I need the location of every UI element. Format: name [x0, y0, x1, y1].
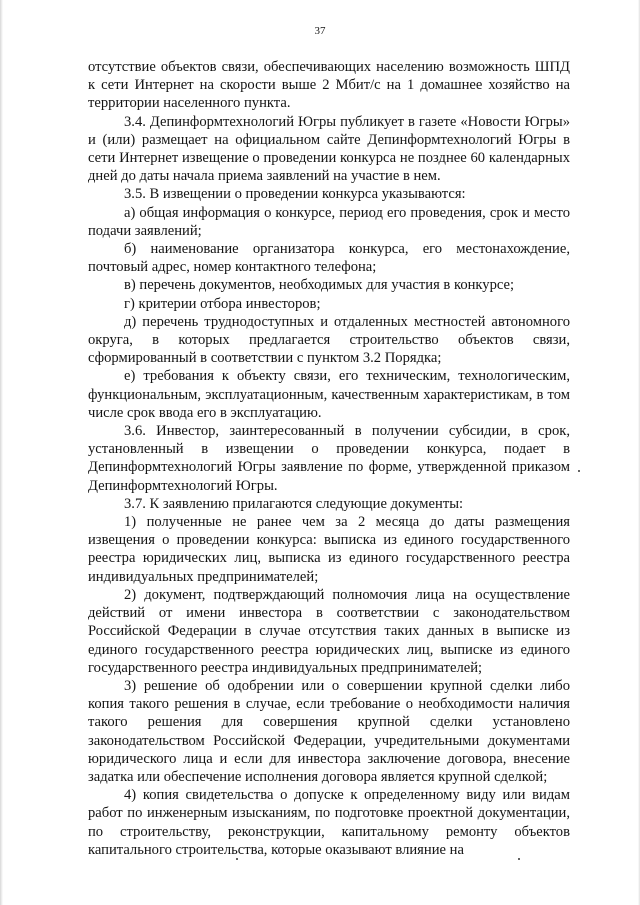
- paragraph-3-4: 3.4. Депинформтехнологий Югры публикует в газете «Новости Югры» и (или) размещает на официальном сайте Депинформтехнологий Югры в сети Интернет извещение о проведении конкурса не позднее 60 календарных дней до даты начала приема заявлений на участие в нем.: [88, 113, 570, 185]
- scan-edge-left: [0, 0, 3, 905]
- scan-dot: [518, 858, 520, 860]
- paragraph-3-6: 3.6. Инвестор, заинтересованный в получении субсидии, в срок, установленный в извещении о проведении конкурса, подает в Депинформтехнологий Югры заявление по форме, утвержденной приказом Депинформтехнологий Югры.: [88, 423, 570, 494]
- list-item-b: б) наименование организатора конкурса, его местонахождение, почтовый адрес, номер контактного телефона;: [88, 241, 570, 276]
- paragraph-3-7: 3.7. К заявлению прилагаются следующие документы:: [124, 495, 464, 512]
- scan-dot: [578, 470, 580, 472]
- paragraph-3-5: 3.5. В извещении о проведении конкурса указываются:: [124, 186, 466, 203]
- list-item-a: а) общая информация о конкурсе, период его проведения, срок и место подачи заявлений;: [88, 204, 570, 239]
- list-item-v: в) перечень документов, необходимых для участия в конкурсе;: [124, 277, 515, 294]
- list-item-1: 1) полученные не ранее чем за 2 месяца до даты размещения извещения о проведении конкурса: выписка из единого государственного реестра юридических лиц, выписка из единого государственного реестра индивидуальных предпринимателей;: [88, 514, 570, 585]
- list-item-g: г) критерии отбора инвесторов;: [124, 295, 321, 312]
- list-item-d: д) перечень труднодоступных и отдаленных местностей автономного округа, в которых предлагается строительство объектов связи, сформированный в соответствии с пунктом 3.2 Порядка;: [88, 313, 570, 367]
- list-item-2: 2) документ, подтверждающий полномочия лица на осуществление действий от имени инвестора в соответствии с законодательством Российской Федерации в случае отсутствия таких данных в выписке из единого государственного реестра юридических лиц, выписке из единого государственного реестра индивидуальных предпринимателей;: [88, 586, 570, 676]
- document-body: [88, 58, 570, 859]
- list-item-e: е) требования к объекту связи, его техническим, технологическим, функциональным, эксплуатационным, качественным характеристикам, в том числе срок ввода его в эксплуатацию.: [88, 368, 570, 421]
- paragraph-continuation: отсутствие объектов связи, обеспечивающих населению возможность ШПД к сети Интернет на скорости выше 2 Мбит/с на 1 домашнее хозяйство на территории населенного пункта.: [88, 59, 570, 112]
- list-item-3: 3) решение об одобрении или о совершении крупной сделки либо копия такого решения в случае, если требование о необходимости наличия такого решения для совершения крупной сделки установлено законодательством Российской Федерации, учредительными документами юридического лица и если для инвестора заключение договора, внесение задатка или обеспечение исполнения договора является крупной сделкой;: [88, 677, 570, 785]
- scan-dot: [236, 858, 238, 860]
- list-item-4: 4) копия свидетельства о допуске к определенному виду или видам работ по инженерным изысканиям, по подготовке проектной документации, по строительству, реконструкции, капитальному ремонту объектов капитального строительства, которые оказывают влияние на: [88, 787, 570, 858]
- page-number: 37: [314, 25, 326, 37]
